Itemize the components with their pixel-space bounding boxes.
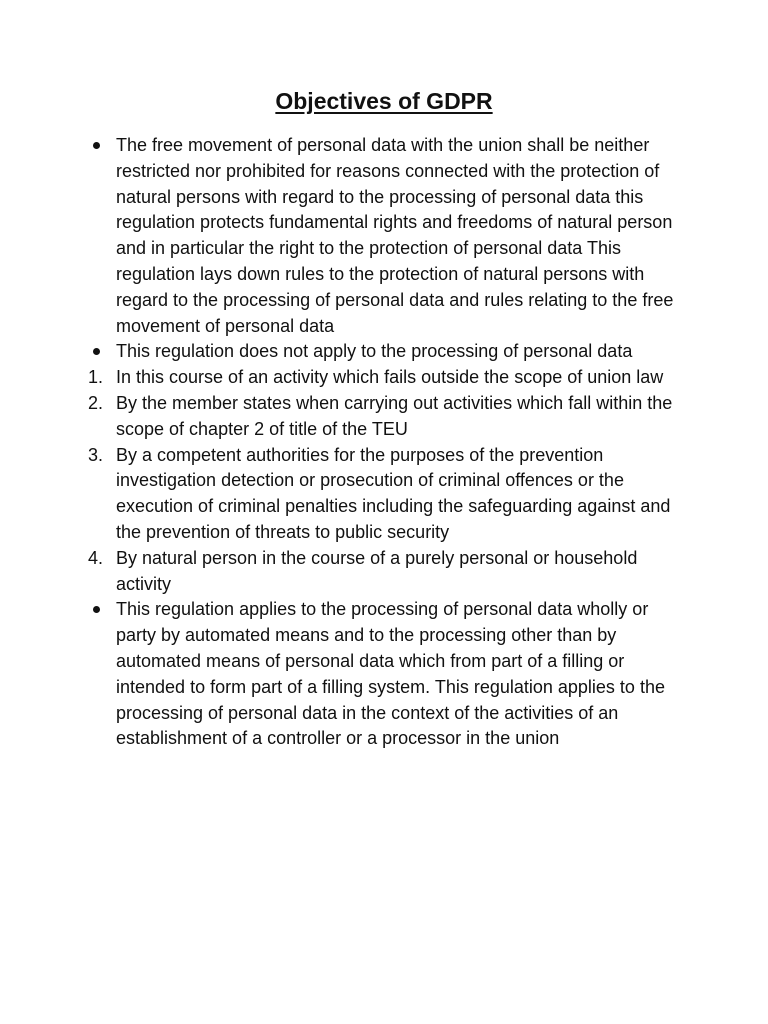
list-number: 1. [88,367,104,388]
bullet-dot-icon [93,348,100,355]
page-title: Objectives of GDPR [275,88,493,114]
list-item-text: In this course of an activity which fails outside the scope of union law [116,367,664,388]
list-item [88,597,688,752]
list-item-text: The free movement of personal data with the union shall be neither restricted nor prohibited for reasons connected with the protection of natural persons with regard to the processing of personal data this regulation protects fundamental rights and freedoms of natural person and in particular the right to the protection of personal data This regulation lays down rules to the protection of natural persons with regard to the processing of personal data and rules relating to the free movement of personal data [116,135,674,336]
bullet-dot-icon [93,606,100,613]
list-number: 4. [88,547,104,568]
list-item [88,339,688,365]
bullet-dot-icon [93,142,100,149]
list-item [88,365,688,391]
list-number: 3. [88,444,104,465]
list-item [88,391,688,443]
objectives-list [88,133,688,752]
list-item [88,546,688,598]
list-item-text: This regulation does not apply to the processing of personal data [116,341,633,362]
list-item [88,133,688,339]
list-item [88,443,688,546]
list-item-text: This regulation applies to the processing of personal data wholly or party by automated means and to the processing other than by automated means of personal data which from part of a filling or intended to form part of a filling system. This regulation applies to the processing of personal data in the context of the activities of an establishment of a controller or a processor in the union [116,599,665,749]
list-item-text: By a competent authorities for the purposes of the prevention investigation detection or prosecution of criminal offences or the execution of criminal penalties including the safeguarding against and the prevention of threats to public security [116,444,671,542]
list-item-text: By the member states when carrying out activities which fall within the scope of chapter 2 of title of the TEU [116,392,673,439]
list-item-text: By natural person in the course of a purely personal or household activity [116,547,638,594]
list-number: 2. [88,392,104,413]
